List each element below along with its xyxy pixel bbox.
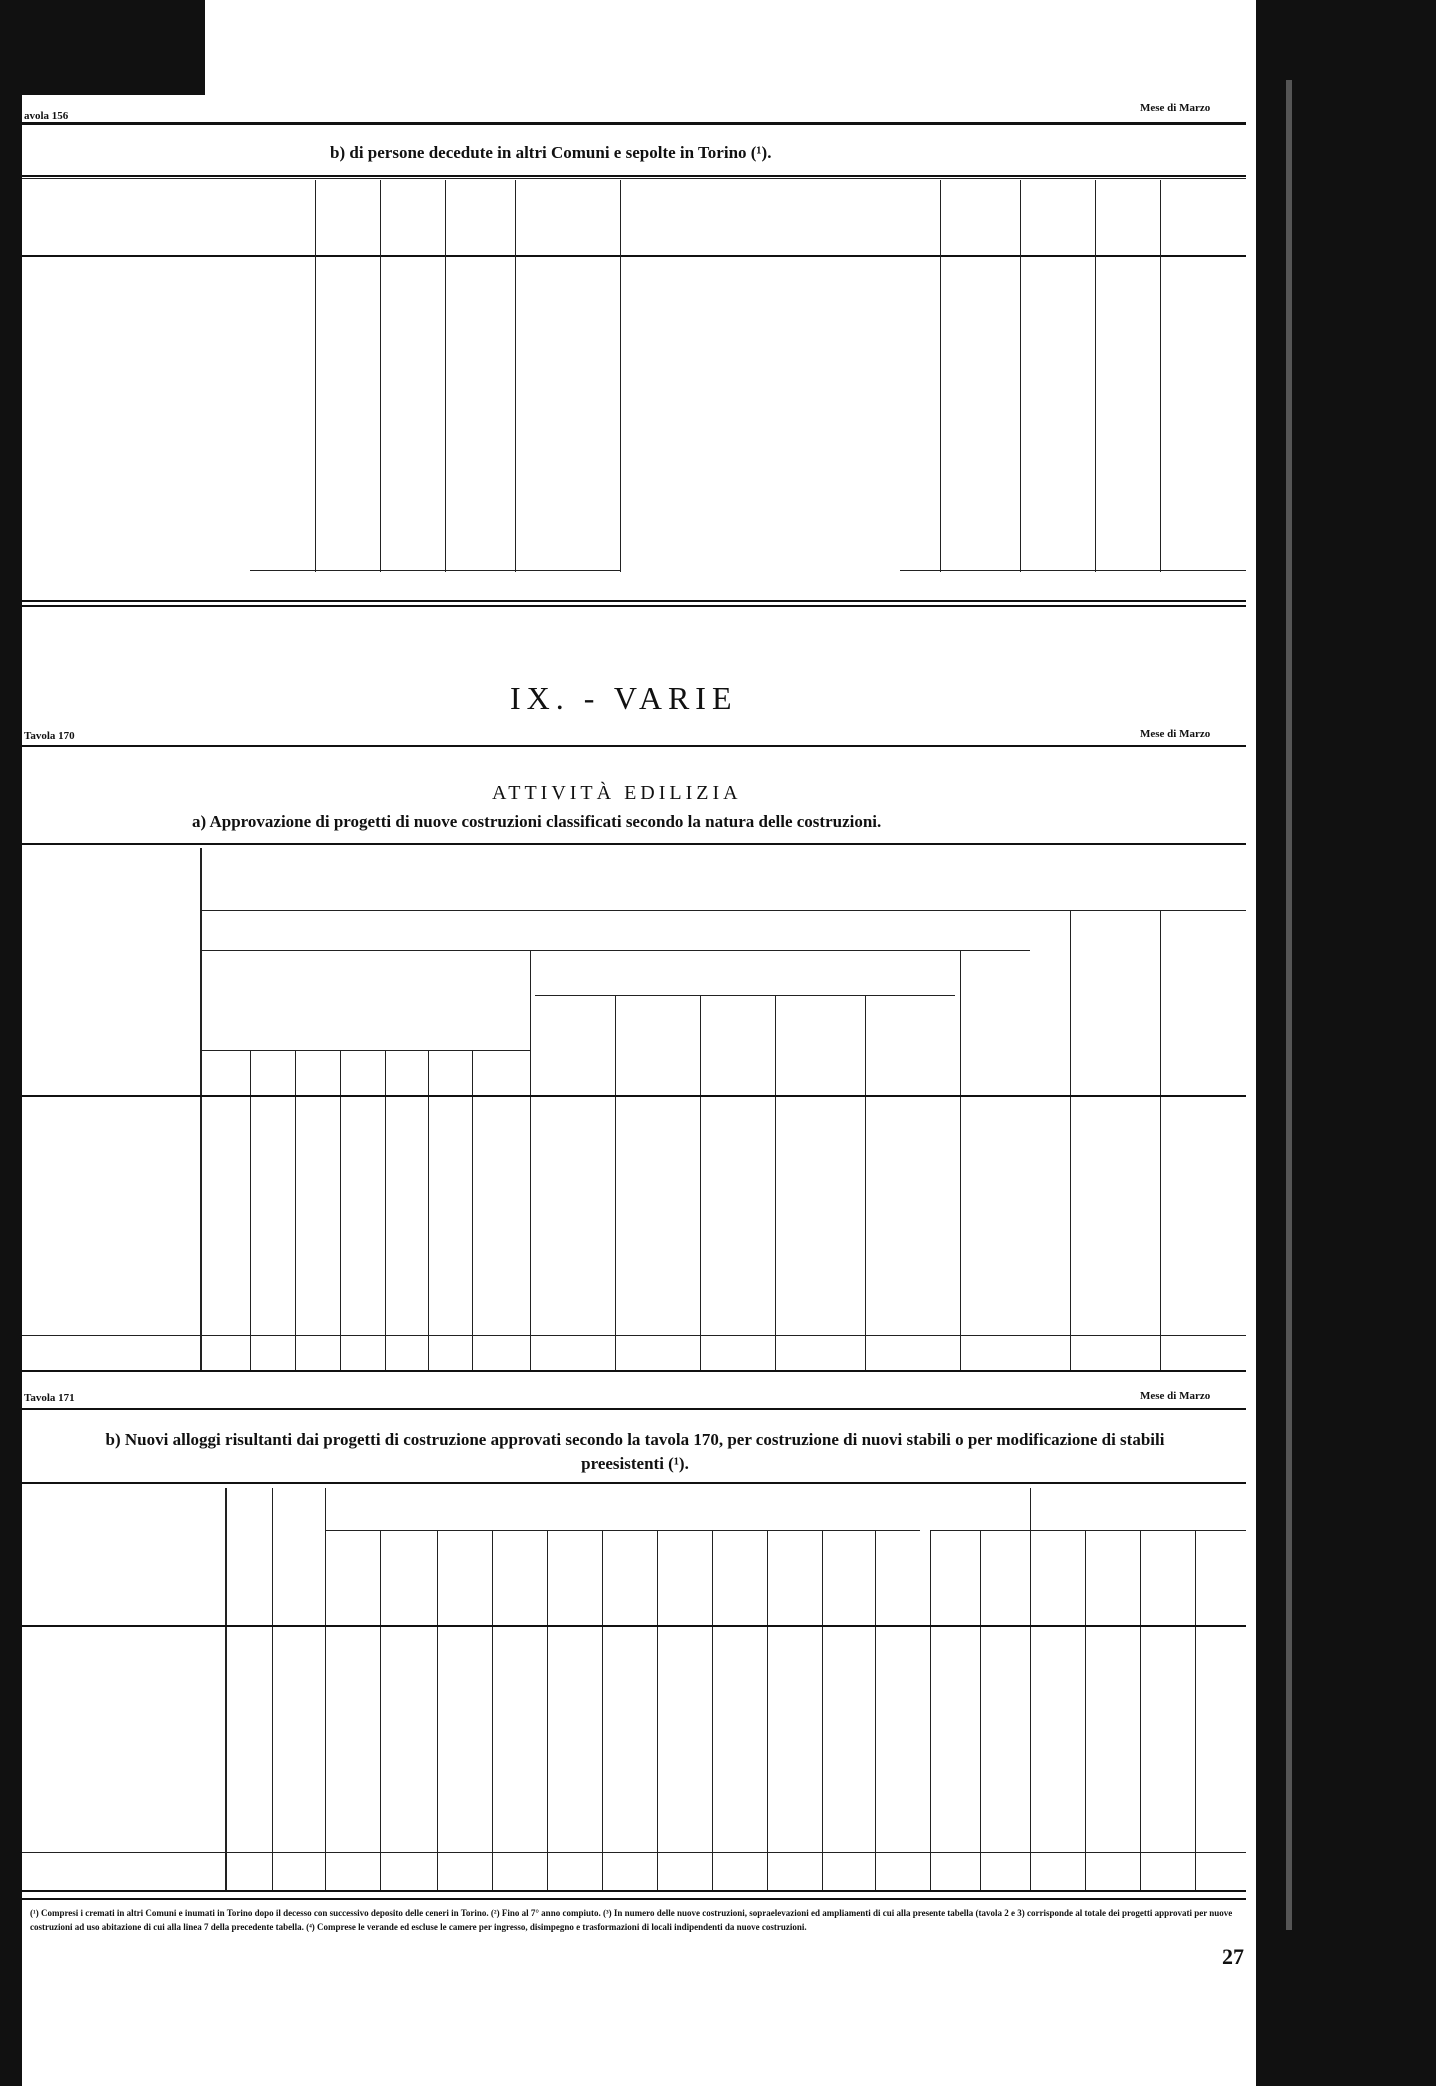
column-rule — [1070, 910, 1071, 1370]
column-rule — [602, 1530, 603, 1890]
column-rule — [940, 180, 941, 572]
header-h_colon — [1200, 1540, 1240, 1620]
header-sopraelevazioni — [278, 1505, 323, 1615]
footnote-2: (²) Fino al 7° anno compiuto. — [490, 1908, 601, 1918]
footnote-3: (³) In numero delle nuove costruzioni, sopraelevazioni ed ampliamenti di cui alla presente tabella (tavola 2 e 3) corrisponde al totale dei progetti approvati per nuove costruzioni ad uso abitazione di cui alla linea 7 della precedente tabella. — [30, 1908, 1233, 1932]
section-title: IX. - VARIE — [510, 680, 738, 716]
column-rule — [295, 1050, 296, 1370]
column-rule — [200, 848, 202, 1370]
row-rule — [22, 1852, 1246, 1853]
t156-title: b) di persone decedute in altri Comuni e sepolte in Torino (¹). — [330, 143, 772, 162]
column-rule — [272, 1488, 273, 1890]
header-h_signorili — [1040, 1540, 1080, 1620]
column-rule — [865, 995, 866, 1370]
scan-border-right — [1256, 0, 1436, 2086]
page-header-right: Mese di Marzo — [1140, 102, 1211, 114]
tavola-170-label: Tavola 170 — [24, 730, 75, 742]
column-rule — [1195, 1530, 1196, 1890]
rule — [22, 122, 1246, 125]
column-rule — [250, 1050, 251, 1370]
footnotes — [30, 1906, 1240, 1934]
scan-border-left — [0, 0, 22, 2086]
scan-border-top — [0, 0, 1436, 95]
rule — [22, 1898, 1246, 1900]
column-rule — [445, 180, 446, 572]
column-rule — [1020, 180, 1021, 572]
column-rule — [875, 1530, 876, 1890]
row-rule — [22, 600, 1246, 602]
column-rule — [1140, 1530, 1141, 1890]
row-rule — [22, 255, 1246, 257]
column-rule — [437, 1530, 438, 1890]
t170-subtitle: a) Approvazione di progetti di nuove costruzioni classificati secondo la natura delle costruzioni. — [192, 812, 882, 831]
footnote-1: (¹) Compresi i cremati in altri Comuni e inumati in Torino dopo il decesso con successivo deposito delle ceneri in Torino. — [30, 1908, 489, 1918]
column-rule — [930, 1530, 931, 1890]
column-rule — [775, 995, 776, 1370]
column-rule — [1030, 1488, 1031, 1890]
column-rule — [340, 1050, 341, 1370]
column-rule — [620, 180, 621, 572]
header-stanze-tot — [985, 1540, 1025, 1610]
row-rule — [900, 570, 1246, 571]
rule — [22, 1408, 1246, 1410]
row-rule — [22, 1095, 1246, 1097]
column-rule — [657, 1530, 658, 1890]
row-rule — [22, 1370, 1246, 1372]
tavola-170-month: Mese di Marzo — [1140, 728, 1211, 740]
column-rule — [1160, 910, 1161, 1370]
row-rule — [250, 570, 620, 571]
footnote-4: (⁴) Comprese le verande ed escluse le camere per ingresso, disimpegno e trasformazioni di locali indipendenti da nuove costruzioni. — [306, 1922, 807, 1932]
column-rule — [325, 1488, 326, 1890]
row-rule — [930, 1530, 1246, 1531]
row-rule — [22, 1625, 1246, 1627]
header-abitazioni — [940, 1540, 980, 1610]
heading-attivita: ATTIVITÀ EDILIZIA — [492, 782, 742, 804]
header-h_civili — [1095, 1540, 1135, 1620]
column-rule — [380, 1530, 381, 1890]
column-rule — [472, 1050, 473, 1370]
rule — [22, 175, 1246, 177]
row-rule — [22, 1890, 1246, 1892]
column-rule — [615, 995, 616, 1370]
column-rule — [380, 180, 381, 572]
page-header-left: avola 156 — [24, 110, 69, 122]
column-rule — [712, 1530, 713, 1890]
rule — [22, 843, 1246, 845]
column-rule — [960, 950, 961, 1370]
column-rule — [767, 1530, 768, 1890]
t171-title: b) Nuovi alloggi risultanti dai progetti di costruzione approvati secondo la tavola 170, per costruzione di nuovi stabili o per modificazione di stabili preesistenti (¹). — [105, 1430, 1165, 1473]
column-rule — [822, 1530, 823, 1890]
row-rule — [200, 910, 1246, 911]
row-rule — [535, 995, 955, 996]
column-rule — [315, 180, 316, 572]
column-rule — [980, 1530, 981, 1890]
column-rule — [700, 995, 701, 1370]
row-rule — [325, 1530, 920, 1531]
column-rule — [515, 180, 516, 572]
header-h_operaie — [1150, 1540, 1190, 1620]
row-rule — [200, 950, 1030, 951]
column-rule — [1160, 180, 1161, 572]
tavola-171-month: Mese di Marzo — [1140, 1390, 1211, 1402]
row-rule — [22, 1335, 1246, 1336]
rule — [22, 605, 1246, 607]
tavola-171-label: Tavola 171 — [24, 1392, 75, 1404]
rule — [22, 745, 1246, 747]
header-nuove — [225, 1520, 270, 1610]
column-rule — [1095, 180, 1096, 572]
rule — [22, 1482, 1246, 1484]
column-rule — [1085, 1530, 1086, 1890]
rule — [22, 178, 1246, 179]
column-rule — [385, 1050, 386, 1370]
column-rule — [530, 950, 531, 1370]
column-rule — [492, 1530, 493, 1890]
column-rule — [547, 1530, 548, 1890]
page-number: 27 — [1222, 1944, 1244, 1969]
column-rule — [428, 1050, 429, 1370]
